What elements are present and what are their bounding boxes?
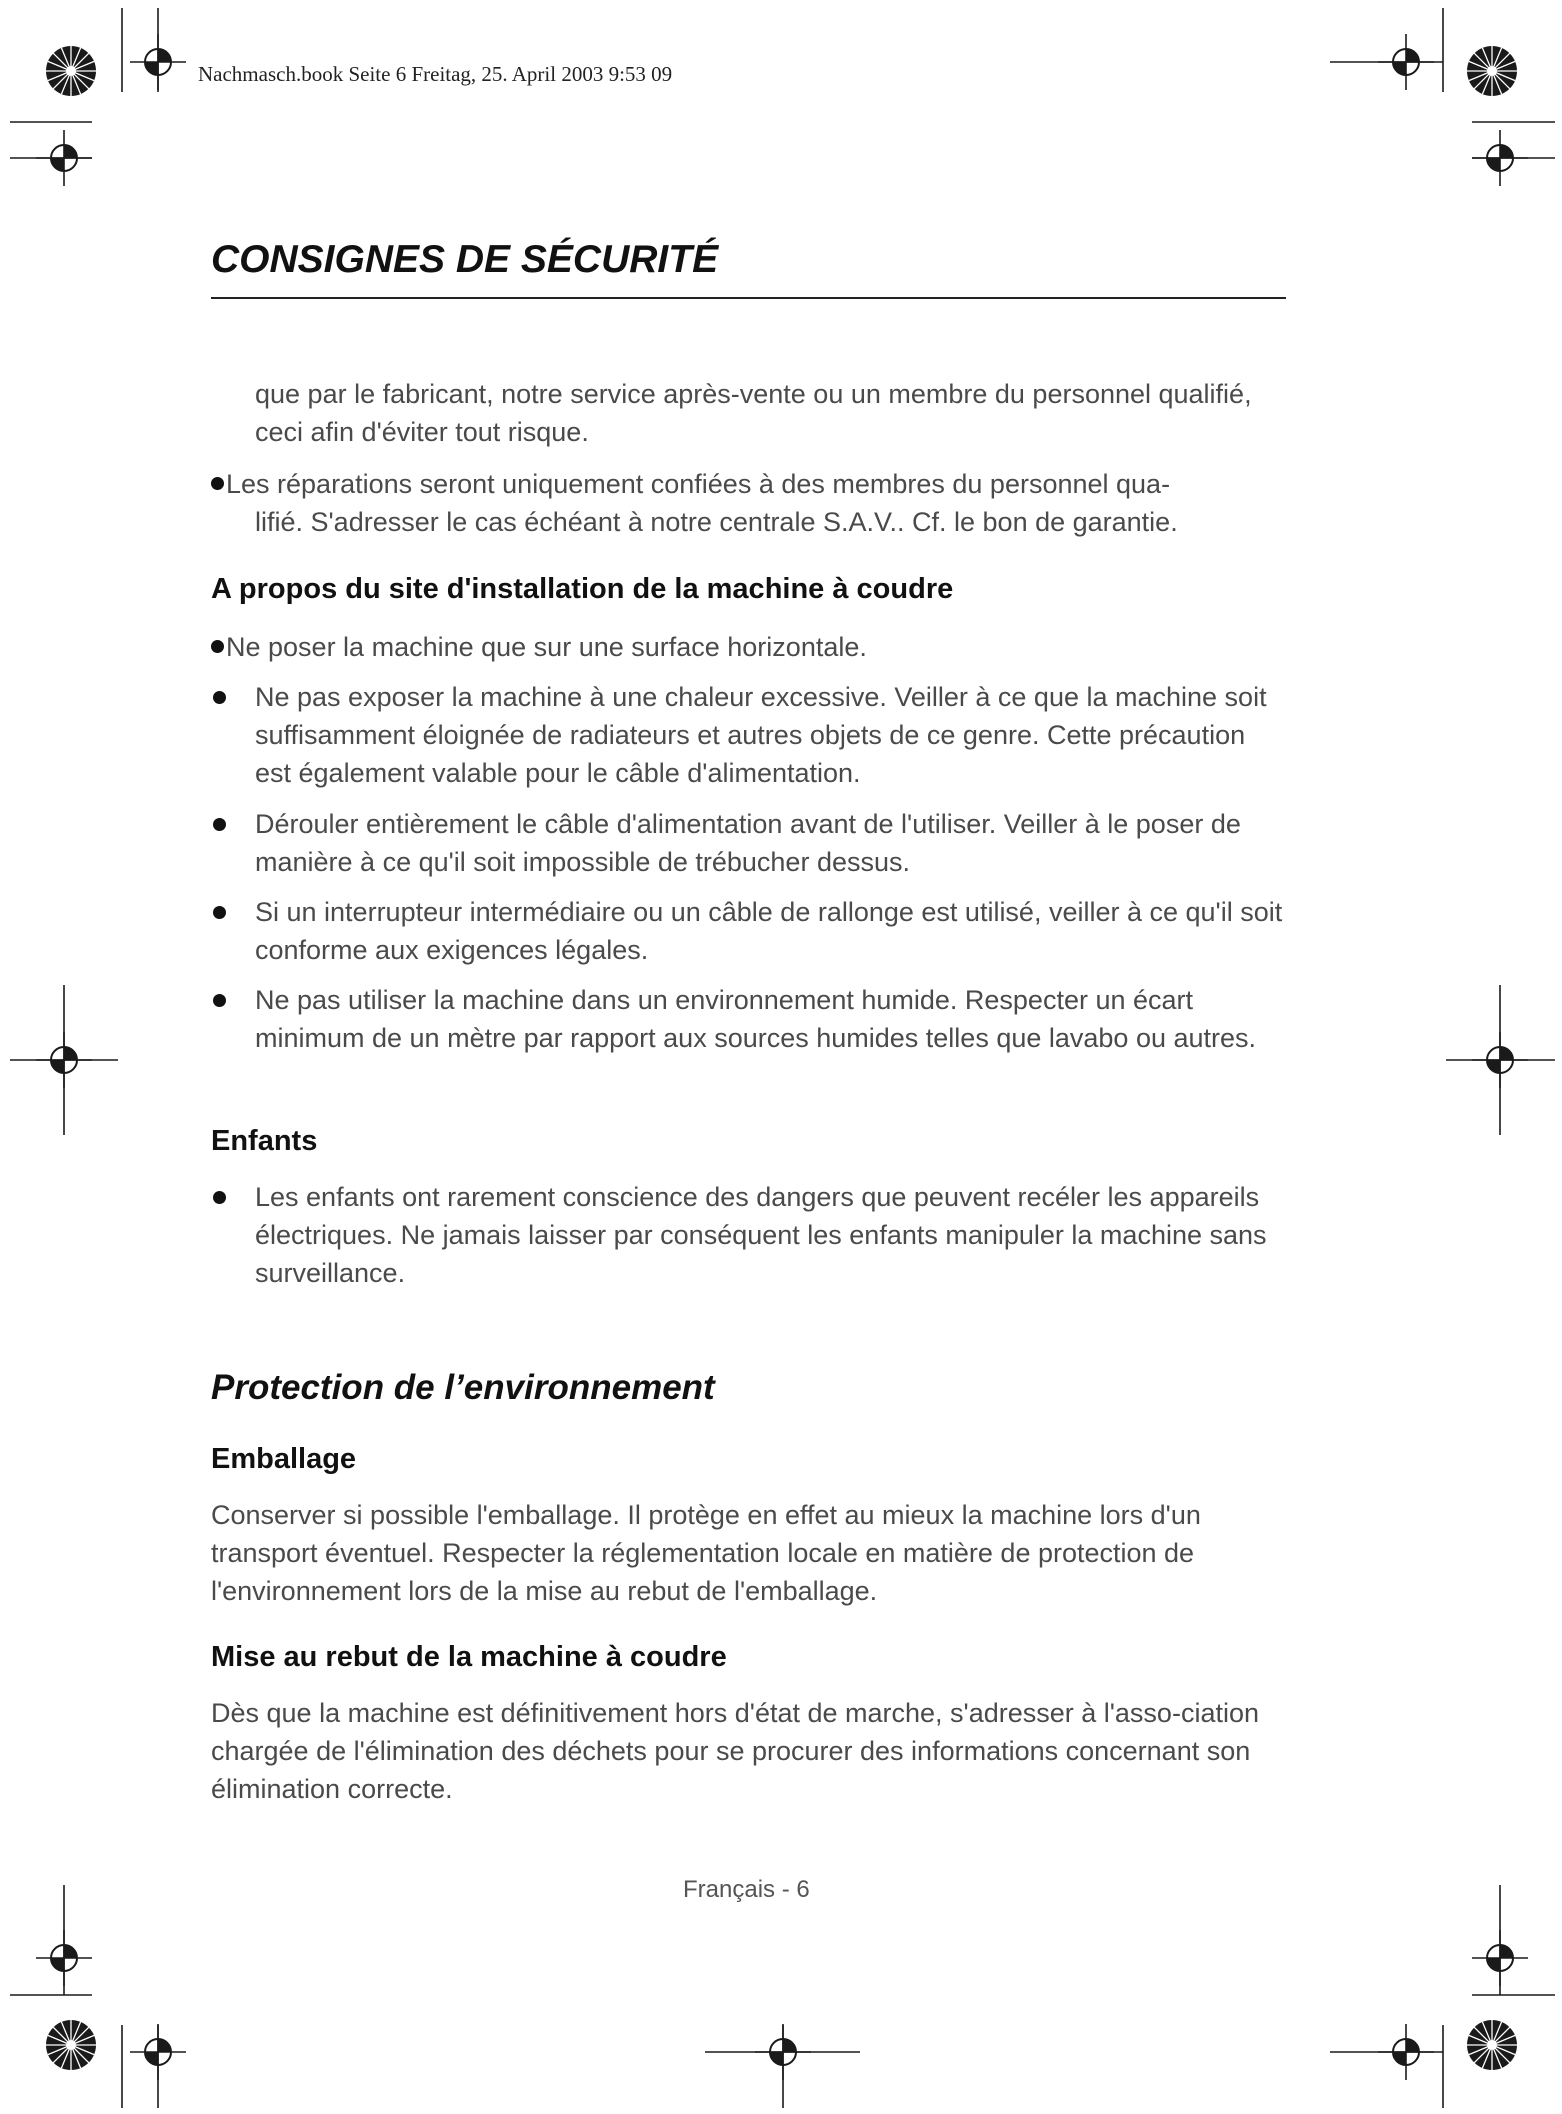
list-item-text: Ne pas exposer la machine à une chaleur excessive. Veiller à ce que la machine soit suffisamment éloignée de radiateurs et autres objets de ce genre. Cette précaution est également valable pour le câble d'alimentation. — [255, 682, 1267, 788]
starburst-target-icon — [1467, 46, 1517, 96]
starburst-target-icon — [46, 2020, 96, 2070]
installation-first-item-text: Ne poser la machine que sur une surface horizontale. — [226, 632, 867, 662]
list-item-text: Dérouler entièrement le câble d'alimentation avant de l'utiliser. Veiller à le poser de manière à ce qu'il soit impossible de trébucher dessus. — [255, 809, 1241, 877]
children-heading: Enfants — [211, 1125, 318, 1157]
bullet-dot-icon — [213, 1191, 226, 1204]
packaging-paragraph: Conserver si possible l'emballage. Il protège en effet au mieux la machine lors d'un transport éventuel. Respecter la réglementation locale en matière de protection de l'environnement lors de la mise au rebut de l'emballage. — [211, 1500, 1201, 1606]
list-item — [211, 981, 1286, 1057]
list-item — [211, 678, 1286, 792]
starburst-target-icon — [1467, 2020, 1517, 2070]
disposal-heading: Mise au rebut de la machine à coudre — [211, 1641, 727, 1673]
installation-heading: A propos du site d'installation de la machine à coudre — [211, 573, 954, 605]
bullet-dot-icon — [213, 994, 226, 1007]
registration-mark-icon — [1472, 1930, 1528, 1986]
registration-mark-icon — [36, 1930, 92, 1986]
list-item — [211, 893, 1286, 969]
list-item-text: Ne pas utiliser la machine dans un environnement humide. Respecter un écart minimum de un mètre par rapport aux sources humides telles que lavabo ou autres. — [255, 985, 1257, 1053]
list-item-text: Si un interrupteur intermédiaire ou un câble de rallonge est utilisé, veiller à ce qu'il soit conforme aux exigences légales. — [255, 897, 1283, 965]
bullet-dot-icon — [211, 640, 224, 653]
bullet-dot-icon — [211, 477, 224, 490]
print-slug: Nachmasch.book Seite 6 Freitag, 25. April 2003 9:53 09 — [198, 62, 673, 86]
repairs-line-1: Les réparations seront uniquement confiées à des membres du personnel qua- — [226, 469, 1171, 499]
installation-first-item — [211, 628, 1291, 666]
page-footer: Français - 6 — [683, 1876, 810, 1903]
continuation-paragraph: que par le fabricant, notre service après-vente ou un membre du personnel qualifié, ceci afin d'éviter tout risque. — [255, 379, 1252, 447]
page-title: CONSIGNES DE SÉCURITÉ — [211, 238, 719, 281]
list-item — [211, 1178, 1286, 1292]
list-item-text: Les enfants ont rarement conscience des dangers que peuvent recéler les appareils électriques. Ne jamais laisser par conséquent les enfants manipuler la machine sans surveillance. — [255, 1182, 1267, 1288]
bullet-dot-icon — [213, 691, 226, 704]
disposal-paragraph: Dès que la machine est définitivement hors d'état de marche, s'adresser à l'asso-ciation chargée de l'élimination des déchets pour se procurer des informations concernant son élimination correcte. — [211, 1698, 1259, 1804]
environment-heading: Protection de l’environnement — [211, 1368, 715, 1407]
repairs-line-2: lifié. S'adresser le cas échéant à notre centrale S.A.V.. Cf. le bon de garantie. — [255, 507, 1178, 537]
list-item — [211, 805, 1286, 881]
packaging-heading: Emballage — [211, 1443, 357, 1475]
starburst-target-icon — [46, 46, 96, 96]
bullet-dot-icon — [213, 818, 226, 831]
repairs-paragraph — [211, 465, 1286, 541]
title-underline — [211, 297, 1286, 299]
bullet-dot-icon — [213, 906, 226, 919]
